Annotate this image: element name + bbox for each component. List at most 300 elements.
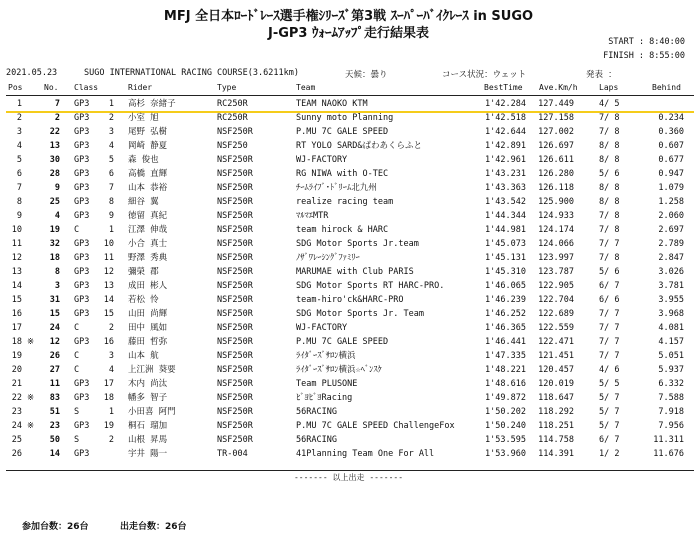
pos-cell: 6 xyxy=(16,169,22,179)
team-cell: P.MU 7C GALE SPEED ChallengeFox xyxy=(296,421,455,431)
rider-cell: 小室 旭 xyxy=(128,113,159,123)
pos-cell: 7 xyxy=(16,183,22,193)
team-cell: ﾋﾞﾖﾋﾞﾖRacing xyxy=(296,393,353,403)
team-cell: WJ-FACTORY xyxy=(296,155,348,165)
besttime-cell: 1'46.239 xyxy=(485,295,526,305)
no-cell: 3 xyxy=(54,281,60,291)
class-pos-cell: 12 xyxy=(103,267,114,277)
no-cell: 7 xyxy=(54,99,60,109)
laps-cell: 8/ 8 xyxy=(599,197,620,207)
besttime-cell: 1'42.518 xyxy=(485,113,526,123)
laps-cell: 7/ 7 xyxy=(599,239,620,249)
avespeed-cell: 126.697 xyxy=(538,141,574,151)
rider-cell: 高橋 直輝 xyxy=(128,169,168,179)
pos-cell: 4 xyxy=(16,141,22,151)
class-cell: GP3 xyxy=(74,393,90,403)
rider-cell: 彌榮 郡 xyxy=(128,267,159,277)
avespeed-cell: 121.451 xyxy=(538,351,574,361)
avespeed-cell: 123.787 xyxy=(538,267,574,277)
laps-cell: 5/ 6 xyxy=(599,267,620,277)
team-cell: ﾁｰﾑﾗｲﾌﾞ･ﾄﾞﾘｰﾑ北九州 xyxy=(296,183,377,193)
besttime-cell: 1'45.073 xyxy=(485,239,526,249)
no-cell: 18 xyxy=(49,253,60,263)
no-cell: 2 xyxy=(54,113,60,123)
class-pos-cell: 7 xyxy=(108,183,114,193)
table-row xyxy=(0,154,697,167)
behind-cell: 4.157 xyxy=(658,337,684,347)
behind-cell: 5.937 xyxy=(658,365,684,375)
table-row xyxy=(0,322,697,335)
type-cell: NSF250R xyxy=(217,323,253,333)
behind-cell: 7.918 xyxy=(658,407,684,417)
besttime-cell: 1'45.131 xyxy=(485,253,526,263)
behind-cell: 3.026 xyxy=(658,267,684,277)
team-cell: 56RACING xyxy=(296,407,337,417)
header-rider: Rider xyxy=(128,83,153,92)
table-row xyxy=(0,364,697,377)
table-row xyxy=(0,280,697,293)
rider-cell: 田中 風如 xyxy=(128,323,168,333)
laps-cell: 7/ 8 xyxy=(599,127,620,137)
laps-cell: 7/ 7 xyxy=(599,323,620,333)
table-row xyxy=(0,434,697,447)
team-cell: 41Planning Team One For All xyxy=(296,449,435,459)
avespeed-cell: 126.118 xyxy=(538,183,574,193)
header-pos: Pos xyxy=(8,83,23,92)
avespeed-cell: 122.704 xyxy=(538,295,574,305)
header-laps: Laps xyxy=(599,83,619,92)
team-cell: SDG Motor Sports Jr.team xyxy=(296,239,419,249)
team-cell: team hirock & HARC xyxy=(296,225,389,235)
laps-cell: 8/ 8 xyxy=(599,155,620,165)
no-cell: 24 xyxy=(49,323,60,333)
laps-cell: 4/ 6 xyxy=(599,365,620,375)
table-row xyxy=(0,98,697,111)
no-cell: 31 xyxy=(49,295,60,305)
no-cell: 4 xyxy=(54,211,60,221)
no-cell: 27 xyxy=(49,365,60,375)
no-cell: 25 xyxy=(49,197,60,207)
pos-cell: 25 xyxy=(11,435,22,445)
table-row xyxy=(0,182,697,195)
laps-cell: 4/ 5 xyxy=(599,99,620,109)
class-cell: S xyxy=(74,435,80,445)
avespeed-cell: 122.471 xyxy=(538,337,574,347)
laps-cell: 7/ 8 xyxy=(599,225,620,235)
team-cell: RT YOLO SARD&ぱわあくらふと xyxy=(296,141,423,151)
pos-cell: 11 xyxy=(11,239,22,249)
team-cell: realize racing team xyxy=(296,197,394,207)
behind-cell: 0.947 xyxy=(658,169,684,179)
pos-cell: 16 xyxy=(11,309,22,319)
besttime-cell: 1'53.595 xyxy=(485,435,526,445)
class-cell: GP3 xyxy=(74,253,90,263)
rider-cell: 上江洲 葵要 xyxy=(128,365,176,375)
no-cell: 11 xyxy=(49,379,60,389)
class-cell: GP3 xyxy=(74,267,90,277)
no-cell: 8 xyxy=(54,267,60,277)
table-row xyxy=(0,196,697,209)
avespeed-cell: 114.758 xyxy=(538,435,574,445)
table-row xyxy=(0,252,697,265)
besttime-cell: 1'46.441 xyxy=(485,337,526,347)
type-cell: NSF250R xyxy=(217,379,253,389)
class-cell: GP3 xyxy=(74,449,90,459)
laps-cell: 5/ 6 xyxy=(599,169,620,179)
behind-cell: 3.955 xyxy=(658,295,684,305)
no-cell: 14 xyxy=(49,449,60,459)
laps-cell: 7/ 7 xyxy=(599,351,620,361)
rider-cell: 山田 尚輝 xyxy=(128,309,168,319)
avespeed-cell: 124.066 xyxy=(538,239,574,249)
team-cell: ﾗｲﾀﾞｰｽﾞｻﾛﾝ横浜☆ﾍﾞﾝｽｹ xyxy=(296,365,382,375)
table-row xyxy=(0,224,697,237)
rider-cell: 徳留 真紀 xyxy=(128,211,168,221)
besttime-cell: 1'43.363 xyxy=(485,183,526,193)
rider-cell: 桐石 瑠加 xyxy=(128,421,168,431)
table-row xyxy=(0,126,697,139)
no-cell: 26 xyxy=(49,351,60,361)
behind-cell: 11.676 xyxy=(653,449,684,459)
laps-cell: 5/ 5 xyxy=(599,379,620,389)
besttime-cell: 1'43.542 xyxy=(485,197,526,207)
class-cell: C xyxy=(74,351,80,361)
type-cell: NSF250R xyxy=(217,267,253,277)
class-pos-cell: 5 xyxy=(108,155,114,165)
type-cell: NSF250R xyxy=(217,253,253,263)
no-cell: 15 xyxy=(49,309,60,319)
laps-cell: 6/ 7 xyxy=(599,281,620,291)
avespeed-cell: 124.933 xyxy=(538,211,574,221)
avespeed-cell: 127.449 xyxy=(538,99,574,109)
class-cell: GP3 xyxy=(74,169,90,179)
class-pos-cell: 1 xyxy=(108,407,114,417)
participants-count: 参加台数：26台 xyxy=(22,522,89,532)
besttime-cell: 1'46.365 xyxy=(485,323,526,333)
class-pos-cell: 17 xyxy=(103,379,114,389)
pos-cell: 1 xyxy=(16,99,22,109)
avespeed-cell: 118.251 xyxy=(538,421,574,431)
table-row xyxy=(0,350,697,363)
behind-cell: 0.234 xyxy=(658,113,684,123)
laps-cell: 5/ 7 xyxy=(599,407,620,417)
table-row xyxy=(0,392,697,405)
behind-cell: 0.677 xyxy=(658,155,684,165)
rider-cell: 小合 真士 xyxy=(128,239,168,249)
no-cell: 12 xyxy=(49,337,60,347)
team-cell: RG NIWA with O-TEC xyxy=(296,169,389,179)
type-cell: NSF250R xyxy=(217,365,253,375)
class-cell: GP3 xyxy=(74,379,90,389)
table-row xyxy=(0,140,697,153)
besttime-cell: 1'50.240 xyxy=(485,421,526,431)
rider-cell: 木内 尚汰 xyxy=(128,379,168,389)
laps-cell: 7/ 7 xyxy=(599,337,620,347)
class-pos-cell: 19 xyxy=(103,421,114,431)
type-cell: RC250R xyxy=(217,113,248,123)
laps-cell: 5/ 7 xyxy=(599,421,620,431)
avespeed-cell: 122.689 xyxy=(538,309,574,319)
avespeed-cell: 127.002 xyxy=(538,127,574,137)
pos-cell: 10 xyxy=(11,225,22,235)
type-cell: NSF250R xyxy=(217,421,253,431)
laps-cell: 6/ 6 xyxy=(599,295,620,305)
behind-cell: 4.081 xyxy=(658,323,684,333)
avespeed-cell: 114.391 xyxy=(538,449,574,459)
pos-cell: 5 xyxy=(16,155,22,165)
type-cell: NSF250R xyxy=(217,225,253,235)
class-cell: GP3 xyxy=(74,141,90,151)
class-cell: GP3 xyxy=(74,295,90,305)
header-type: Type xyxy=(217,83,237,92)
behind-cell: 0.360 xyxy=(658,127,684,137)
besttime-cell: 1'46.065 xyxy=(485,281,526,291)
besttime-cell: 1'42.284 xyxy=(485,99,526,109)
weather: 天候：曇り xyxy=(345,70,388,80)
behind-cell: 3.781 xyxy=(658,281,684,291)
no-cell: 23 xyxy=(49,421,60,431)
avespeed-cell: 122.559 xyxy=(538,323,574,333)
pos-cell: 24 xyxy=(11,421,22,431)
laps-cell: 7/ 7 xyxy=(599,309,620,319)
type-cell: NSF250R xyxy=(217,239,253,249)
laps-cell: 7/ 8 xyxy=(599,113,620,123)
no-cell: 51 xyxy=(49,407,60,417)
no-cell: 19 xyxy=(49,225,60,235)
class-pos-cell: 1 xyxy=(108,99,114,109)
rider-cell: 岡崎 静夏 xyxy=(128,141,168,151)
class-pos-cell: 2 xyxy=(108,435,114,445)
event-date: 2021.05.23 xyxy=(6,68,58,78)
type-cell: NSF250R xyxy=(217,169,253,179)
avespeed-cell: 125.900 xyxy=(538,197,574,207)
behind-cell: 6.332 xyxy=(658,379,684,389)
table-row xyxy=(0,210,697,223)
besttime-cell: 1'44.344 xyxy=(485,211,526,221)
no-cell: 83 xyxy=(49,393,60,403)
class-pos-cell: 13 xyxy=(103,281,114,291)
table-row xyxy=(0,406,697,419)
class-pos-cell: 8 xyxy=(108,197,114,207)
pos-cell: 14 xyxy=(11,281,22,291)
pos-cell: 13 xyxy=(11,267,22,277)
avespeed-cell: 126.611 xyxy=(538,155,574,165)
header-class: Class xyxy=(74,83,99,92)
course-name: SUGO INTERNATIONAL RACING COURSE(3.6211km) xyxy=(84,68,299,78)
besttime-cell: 1'53.960 xyxy=(485,449,526,459)
rider-cell: 高杉 奈緒子 xyxy=(128,99,176,109)
besttime-cell: 1'48.616 xyxy=(485,379,526,389)
table-row xyxy=(0,378,697,391)
class-pos-cell: 2 xyxy=(108,113,114,123)
no-cell: 22 xyxy=(49,127,60,137)
avespeed-cell: 126.280 xyxy=(538,169,574,179)
avespeed-cell: 123.997 xyxy=(538,253,574,263)
pos-cell: 8 xyxy=(16,197,22,207)
pos-cell: 19 xyxy=(11,351,22,361)
behind-cell: 3.968 xyxy=(658,309,684,319)
laps-cell: 8/ 8 xyxy=(599,183,620,193)
no-cell: 32 xyxy=(49,239,60,249)
header-divider xyxy=(6,95,694,96)
no-cell: 13 xyxy=(49,141,60,151)
besttime-cell: 1'50.202 xyxy=(485,407,526,417)
mark-cell: ※ xyxy=(27,337,35,347)
besttime-cell: 1'49.872 xyxy=(485,393,526,403)
table-row xyxy=(0,238,697,251)
laps-cell: 8/ 8 xyxy=(599,141,620,151)
laps-cell: 6/ 7 xyxy=(599,435,620,445)
besttime-cell: 1'48.221 xyxy=(485,365,526,375)
class-pos-cell: 18 xyxy=(103,393,114,403)
type-cell: NSF250R xyxy=(217,351,253,361)
header-behind: Behind xyxy=(652,83,681,92)
behind-cell: 2.847 xyxy=(658,253,684,263)
class-cell: GP3 xyxy=(74,211,90,221)
starters-count: 出走台数：26台 xyxy=(120,522,187,532)
pos-cell: 15 xyxy=(11,295,22,305)
besttime-cell: 1'42.961 xyxy=(485,155,526,165)
header-besttime: BestTime xyxy=(484,83,523,92)
table-row xyxy=(0,294,697,307)
class-cell: GP3 xyxy=(74,281,90,291)
rider-cell: 藤田 哲弥 xyxy=(128,337,168,347)
team-cell: 56RACING xyxy=(296,435,337,445)
rider-cell: 山本 恭裕 xyxy=(128,183,168,193)
finish-time: FINISH : 8:55:00 xyxy=(603,51,685,61)
type-cell: RC250R xyxy=(217,99,248,109)
team-cell: WJ-FACTORY xyxy=(296,323,348,333)
pos-cell: 20 xyxy=(11,365,22,375)
mark-cell: ※ xyxy=(27,393,35,403)
rider-cell: 山根 昇馬 xyxy=(128,435,168,445)
pos-cell: 9 xyxy=(16,211,22,221)
type-cell: NSF250R xyxy=(217,295,253,305)
team-cell: P.MU 7C GALE SPEED xyxy=(296,337,389,347)
class-cell: GP3 xyxy=(74,309,90,319)
team-cell: Team PLUSONE xyxy=(296,379,358,389)
table-row xyxy=(0,308,697,321)
besttime-cell: 1'42.644 xyxy=(485,127,526,137)
table-row xyxy=(0,168,697,181)
rider-cell: 若松 怜 xyxy=(128,295,159,305)
behind-cell: 7.956 xyxy=(658,421,684,431)
start-time: START : 8:40:00 xyxy=(608,37,685,47)
pos-cell: 3 xyxy=(16,127,22,137)
pos-cell: 2 xyxy=(16,113,22,123)
class-cell: GP3 xyxy=(74,239,90,249)
pos-cell: 21 xyxy=(11,379,22,389)
behind-cell: 11.311 xyxy=(653,435,684,445)
besttime-cell: 1'43.231 xyxy=(485,169,526,179)
team-cell: SDG Motor Sports Jr. Team xyxy=(296,309,424,319)
class-pos-cell: 6 xyxy=(108,169,114,179)
header-team: Team xyxy=(296,83,316,92)
team-cell: ﾏﾙﾏｴMTR xyxy=(296,211,329,221)
type-cell: NSF250R xyxy=(217,435,253,445)
avespeed-cell: 118.292 xyxy=(538,407,574,417)
type-cell: NSF250R xyxy=(217,309,253,319)
table-bottom-divider xyxy=(6,470,694,471)
table-row xyxy=(0,448,697,461)
announce: 発表 ： xyxy=(586,70,617,80)
team-cell: SDG Motor Sports RT HARC-PRO. xyxy=(296,281,445,291)
team-cell: Sunny moto Planning xyxy=(296,113,394,123)
pos-cell: 22 xyxy=(11,393,22,403)
course-status: コース状況：ウェット xyxy=(442,70,527,80)
pos-cell: 18 xyxy=(11,337,22,347)
rider-cell: 幡多 智子 xyxy=(128,393,168,403)
rider-cell: 尾野 弘樹 xyxy=(128,127,168,137)
class-cell: GP3 xyxy=(74,113,90,123)
behind-cell: 0.607 xyxy=(658,141,684,151)
class-pos-cell: 14 xyxy=(103,295,114,305)
class-cell: GP3 xyxy=(74,197,90,207)
table-row xyxy=(0,420,697,433)
page-subtitle: J-GP3 ｳｫｰﾑｱｯﾌﾟ走行結果表 xyxy=(267,26,429,41)
class-pos-cell: 3 xyxy=(108,351,114,361)
avespeed-cell: 124.174 xyxy=(538,225,574,235)
team-cell: team-hiro'ck&HARC-PRO xyxy=(296,295,404,305)
avespeed-cell: 118.647 xyxy=(538,393,574,403)
no-cell: 30 xyxy=(49,155,60,165)
rider-cell: 森 俊也 xyxy=(128,155,159,165)
type-cell: TR-004 xyxy=(217,449,248,459)
pos-cell: 17 xyxy=(11,323,22,333)
avespeed-cell: 120.457 xyxy=(538,365,574,375)
header-avespeed: Ave.Km/h xyxy=(539,83,578,92)
behind-cell: 5.051 xyxy=(658,351,684,361)
avespeed-cell: 122.905 xyxy=(538,281,574,291)
class-pos-cell: 3 xyxy=(108,127,114,137)
class-pos-cell: 9 xyxy=(108,211,114,221)
type-cell: NSF250R xyxy=(217,127,253,137)
behind-cell: 2.789 xyxy=(658,239,684,249)
class-cell: GP3 xyxy=(74,99,90,109)
besttime-cell: 1'47.335 xyxy=(485,351,526,361)
rider-cell: 細谷 翼 xyxy=(128,197,159,207)
team-cell: P.MU 7C GALE SPEED xyxy=(296,127,389,137)
avespeed-cell: 120.019 xyxy=(538,379,574,389)
class-cell: GP3 xyxy=(74,155,90,165)
rider-cell: 小田喜 阿門 xyxy=(128,407,176,417)
class-pos-cell: 1 xyxy=(108,225,114,235)
besttime-cell: 1'44.981 xyxy=(485,225,526,235)
behind-cell: 2.697 xyxy=(658,225,684,235)
rider-cell: 山本 航 xyxy=(128,351,159,361)
class-pos-cell: 10 xyxy=(103,239,114,249)
type-cell: NSF250R xyxy=(217,183,253,193)
pos-cell: 12 xyxy=(11,253,22,263)
laps-cell: 5/ 7 xyxy=(599,393,620,403)
behind-cell: 1.258 xyxy=(658,197,684,207)
besttime-cell: 1'46.252 xyxy=(485,309,526,319)
end-of-starters-separator: ------- 以上出走 ------- xyxy=(293,473,404,482)
class-pos-cell: 4 xyxy=(108,141,114,151)
team-cell: ﾗｲﾀﾞｰｽﾞｻﾛﾝ横浜 xyxy=(296,351,356,361)
type-cell: NSF250R xyxy=(217,211,253,221)
behind-cell: 1.079 xyxy=(658,183,684,193)
class-cell: S xyxy=(74,407,80,417)
mark-cell: ※ xyxy=(27,421,35,431)
no-cell: 9 xyxy=(54,183,60,193)
class-cell: C xyxy=(74,323,80,333)
pos-cell: 26 xyxy=(11,449,22,459)
type-cell: NSF250R xyxy=(217,407,253,417)
class-cell: GP3 xyxy=(74,337,90,347)
class-cell: C xyxy=(74,365,80,375)
laps-cell: 7/ 8 xyxy=(599,211,620,221)
